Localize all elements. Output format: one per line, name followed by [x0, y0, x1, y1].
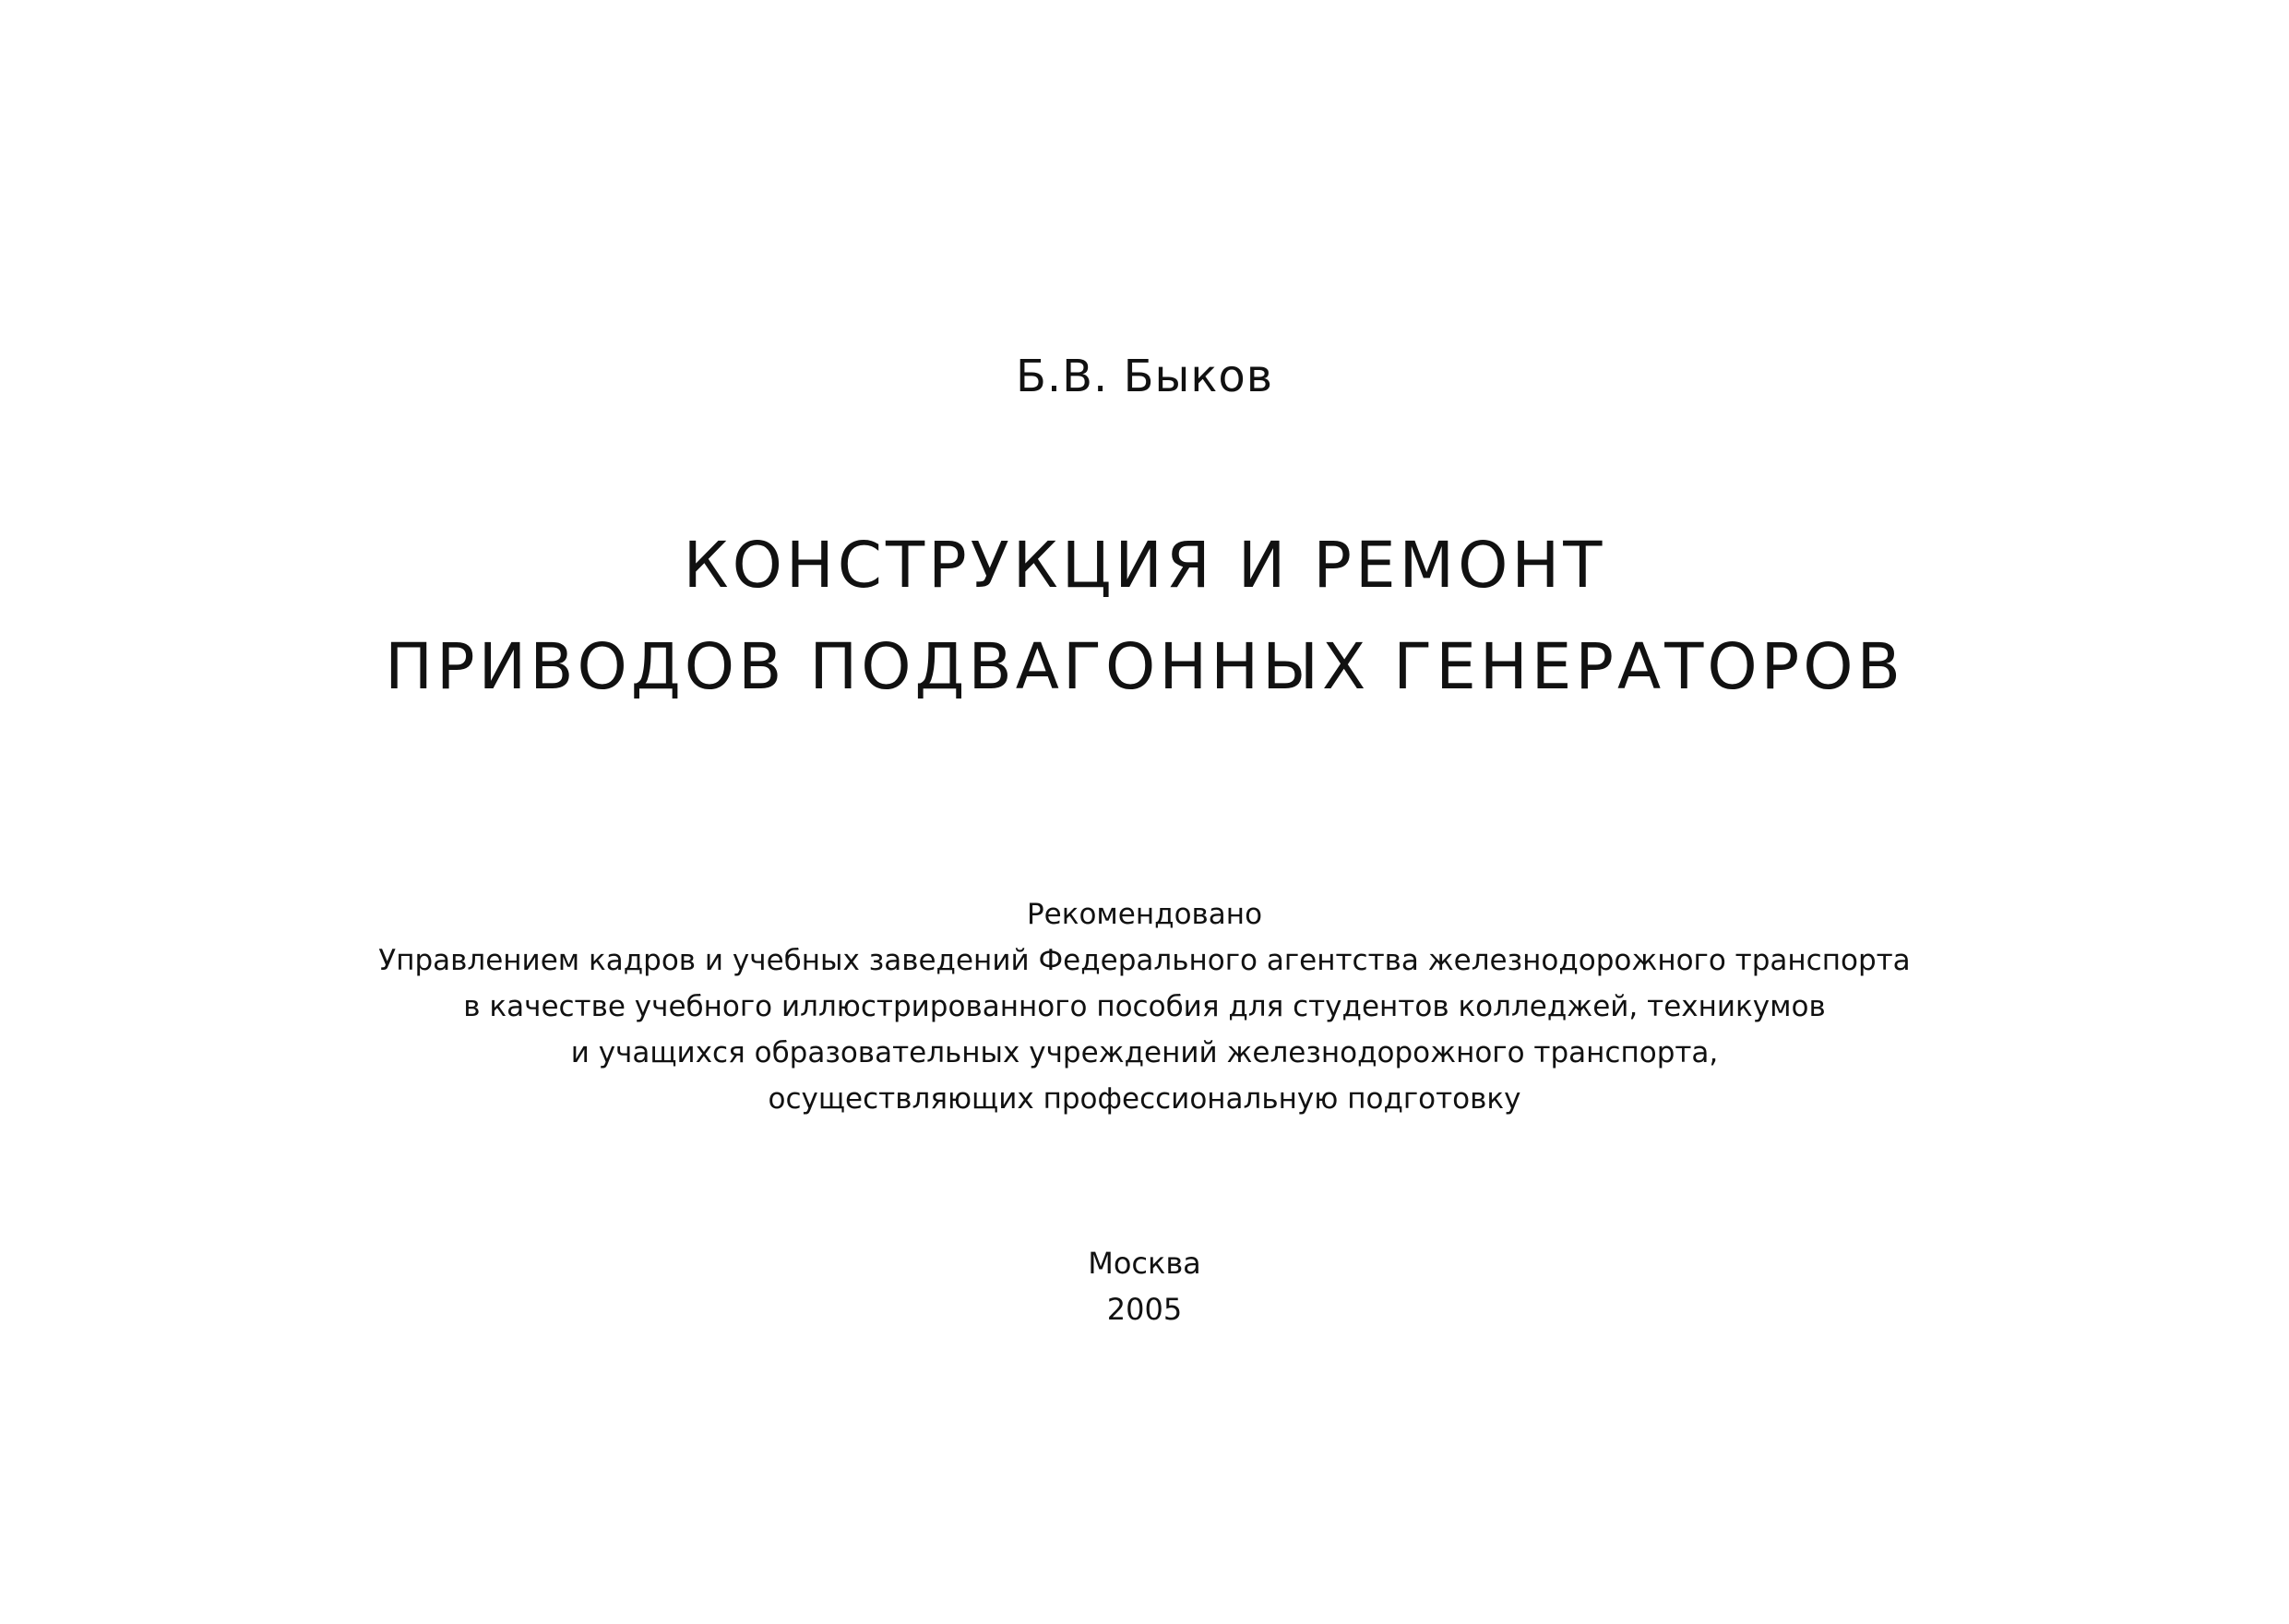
author-name: Б.В. Быков	[1015, 351, 1274, 402]
title-line: КОНСТРУКЦИЯ И РЕМОНТ	[683, 529, 1606, 603]
title-line: ПРИВОДОВ ПОДВАГОННЫХ ГЕНЕРАТОРОВ	[385, 630, 1904, 704]
publication-city: Москва	[1088, 1246, 1201, 1281]
recommendation-line: в качестве учебного иллюстрированного пособия для студентов колледжей, техникумов	[463, 990, 1826, 1023]
book-title	[0, 515, 2289, 718]
recommendation-line: и учащихся образовательных учреждений железнодорожного транспорта,	[570, 1036, 1719, 1069]
recommendation-line: Управлением кадров и учебных заведений Федерального агентства железнодорожного транспорта	[378, 944, 1911, 977]
publication-year: 2005	[1106, 1292, 1183, 1327]
recommendation-heading: Рекомендовано	[1026, 898, 1263, 931]
publication-info	[0, 1240, 2289, 1332]
recommendation-text	[0, 891, 2289, 1122]
recommendation-line: осуществляющих профессиональную подготовку	[768, 1082, 1521, 1116]
